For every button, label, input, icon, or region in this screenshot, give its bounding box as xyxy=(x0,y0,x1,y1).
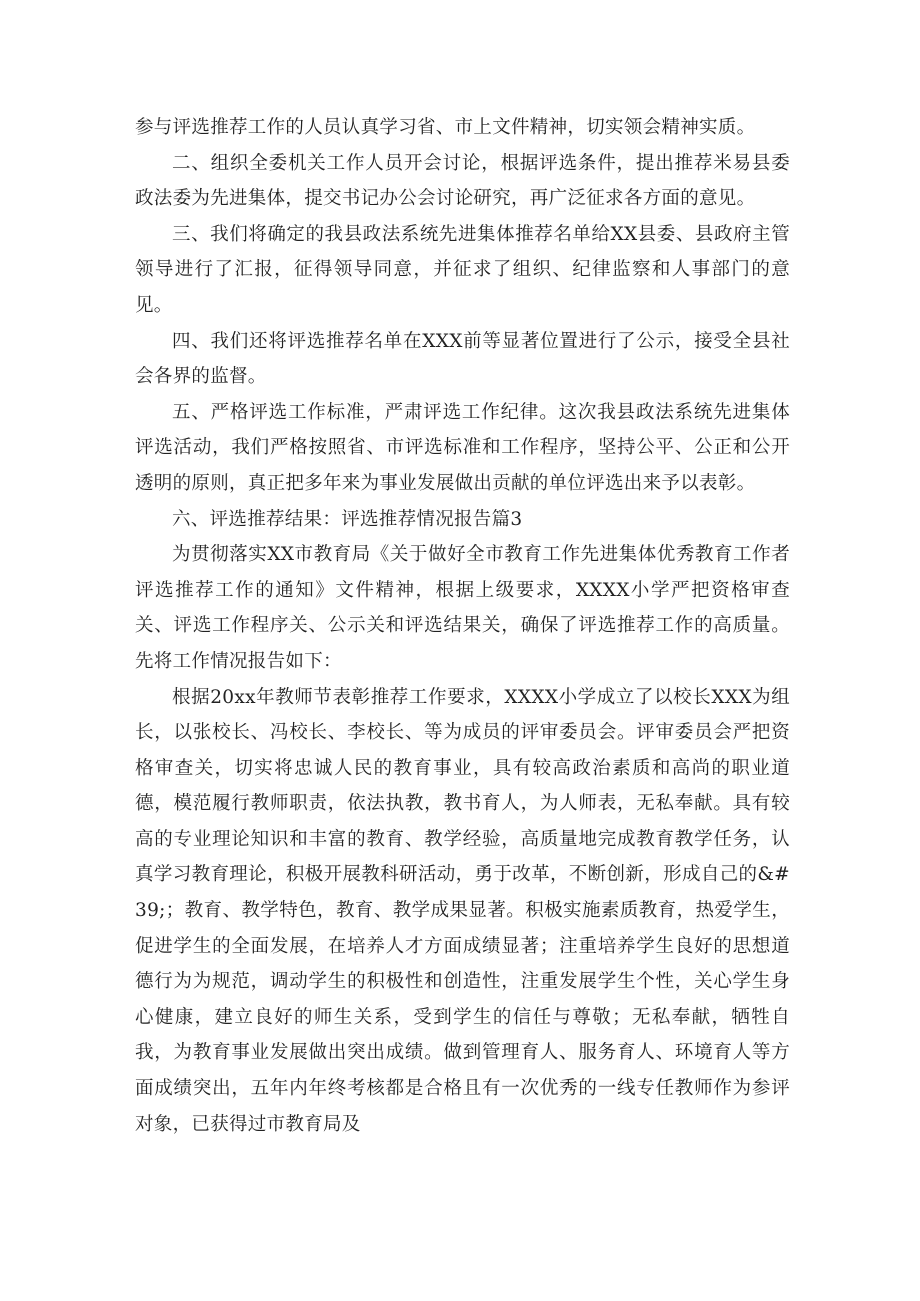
paragraph-item-2: 二、组织全委机关工作人员开会讨论，根据评选条件，提出推荐米易县委政法委为先进集体，提交书记办公会讨论研究，再广泛征求各方面的意见。 xyxy=(135,152,790,210)
paragraph-item-3: 三、我们将确定的我县政法系统先进集体推荐名单给XX县委、县政府主管领导进行了汇报，征得领导同意，并征求了组织、纪律监察和人事部门的意见。 xyxy=(135,223,790,316)
section-heading-6: 六、评选推荐结果：评选推荐情况报告篇3 xyxy=(172,508,523,530)
document-body xyxy=(135,110,790,1142)
paragraph-intro: 为贯彻落实XX市教育局《关于做好全市教育工作先进集体优秀教育工作者评选推荐工作的通知》文件精神，根据上级要求，XXXX小学严把资格审查关、评选工作程序关、公示关和评选结果关，确保了评选推荐工作的高质量。先将工作情况报告如下： xyxy=(135,544,790,672)
paragraph-continuation: 参与评选推荐工作的人员认真学习省、市上文件精神，切实领会精神实质。 xyxy=(135,117,756,138)
paragraph-item-4: 四、我们还将评选推荐名单在XXX前等显著位置进行了公示，接受全县社会各界的监督。 xyxy=(135,330,790,388)
paragraph-committee: 根据20xx年教师节表彰推荐工作要求，XXXX小学成立了以校长XXX为组长，以张校长、冯校长、李校长、等为成员的评审委员会。评审委员会严把资格审查关，切实将忠诚人民的教育事业，具有较高政治素质和高尚的职业道德，模范履行教师职责，依法执教，教书育人，为人师表，无私奉献。具有较高的专业理论知识和丰富的教育、教学经验，高质量地完成教育教学任务，认真学习教育理论，积极开展教科研活动，勇于改革，不断创新，形成自己的&#39;；教育、教学特色，教育、教学成果显著。积极实施素质教育，热爱学生，促进学生的全面发展，在培养人才方面成绩显著；注重培养学生良好的思想道德行为为规范，调动学生的积极性和创造性，注重发展学生个性，关心学生身心健康，建立良好的师生关系，受到学生的信任与尊敬；无私奉献，牺牲自我，为教育事业发展做出突出成绩。做到管理育人、服务育人、环境育人等方面成绩突出，五年内年终考核都是合格且有一次优秀的一线专任教师作为参评对象，已获得过市教育局及 xyxy=(135,686,790,1135)
paragraph-item-5: 五、严格评选工作标准，严肃评选工作纪律。这次我县政法系统先进集体评选活动，我们严格按照省、市评选标准和工作程序，坚持公平、公正和公开透明的原则，真正把多年来为事业发展做出贡献的单位评选出来予以表彰。 xyxy=(135,401,790,494)
